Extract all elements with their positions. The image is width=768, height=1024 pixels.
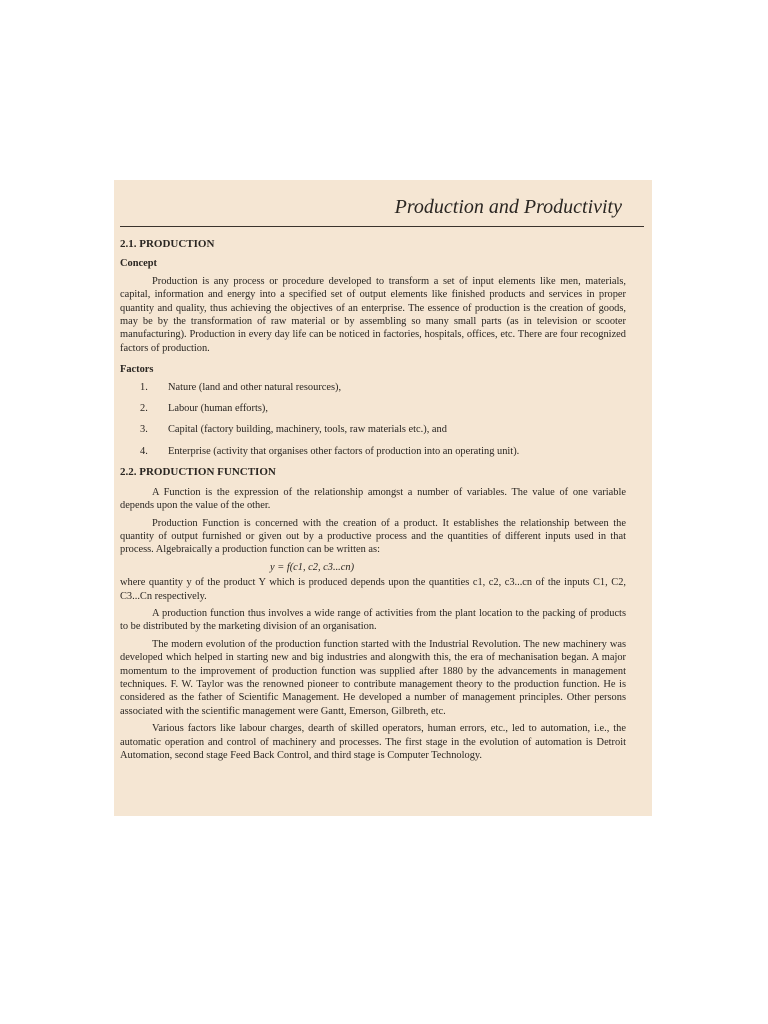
list-item: 1. Nature (land and other natural resources), bbox=[140, 381, 342, 393]
scanned-page bbox=[114, 180, 652, 816]
list-item: 4. Enterprise (activity that organises other factors of production into an operating unit). bbox=[140, 445, 520, 457]
concept-paragraph: Production is any process or procedure developed to transform a set of input elements like men, materials, capital, information and energy into a specified set of output elements like finished products and services in proper quantity and quality, thus achieving the objectives of an enterprise. The essence of production is the creation of goods, may be by the transformation of raw material or by assembling so many small parts (as in television or scooter manufacturing). Production in every day life can be noticed in factories, hospitals, offices, etc. There are four recognized factors of production. bbox=[120, 275, 626, 354]
factors-list bbox=[140, 381, 626, 459]
page-content bbox=[120, 238, 626, 766]
paragraph-production-function: Production Function is concerned with the creation of a product. It establishes the relationship between the quantity of output furnished or given out by a productive process and the quantities of different inputs used in that process. Algebraically a production function can be written as: bbox=[120, 517, 626, 556]
list-item: 2. Labour (human efforts), bbox=[140, 403, 268, 415]
paragraph-activities: A production function thus involves a wide range of activities from the plant location to the packing of products to be distributed by the marketing division of an organisation. bbox=[120, 607, 626, 633]
section-heading-production-function: 2.2. PRODUCTION FUNCTION bbox=[120, 466, 276, 479]
list-item: 3. Capital (factory building, machinery, tools, raw materials etc.), and bbox=[140, 424, 447, 436]
factors-heading: Factors bbox=[120, 364, 154, 376]
chapter-title: Production and Productivity bbox=[394, 196, 622, 218]
concept-heading: Concept bbox=[120, 258, 157, 270]
formula: y = f(c1, c2, c3...cn) bbox=[270, 561, 355, 573]
section-heading-production: 2.1. PRODUCTION bbox=[120, 238, 215, 250]
title-rule bbox=[120, 226, 644, 227]
paragraph-function-definition: A Function is the expression of the relationship amongst a number of variables. The value of one variable depends upon the value of the other. bbox=[120, 486, 626, 512]
paragraph-evolution: The modern evolution of the production function started with the Industrial Revolution. The new machinery was developed which helped in starting new and big industries and alongwith this, the era of mechanisation began. A major momentum to the improvement of production function was supplied after 1880 by the advancements in management techniques. F. W. Taylor was the renowned pioneer to contribute management theory to the production function. He is considered as the father of Scientific Management. He developed a number of management principles. Other persons associated with the scientific management were Gantt, Emerson, Gilbreth, etc. bbox=[120, 638, 626, 717]
paragraph-automation: Various factors like labour charges, dearth of skilled operators, human errors, etc., led to automation, i.e., the automatic operation and control of machinery and processes. The first stage in the evolution of automation is Detroit Automation, second stage Feed Back Control, and third stage is Computer Technology. bbox=[120, 723, 626, 761]
paragraph-formula-explanation: where quantity y of the product Y which is produced depends upon the quantities c1, c2, c3...cn of the inputs C1, C2, C3...Cn respectively. bbox=[120, 577, 626, 602]
